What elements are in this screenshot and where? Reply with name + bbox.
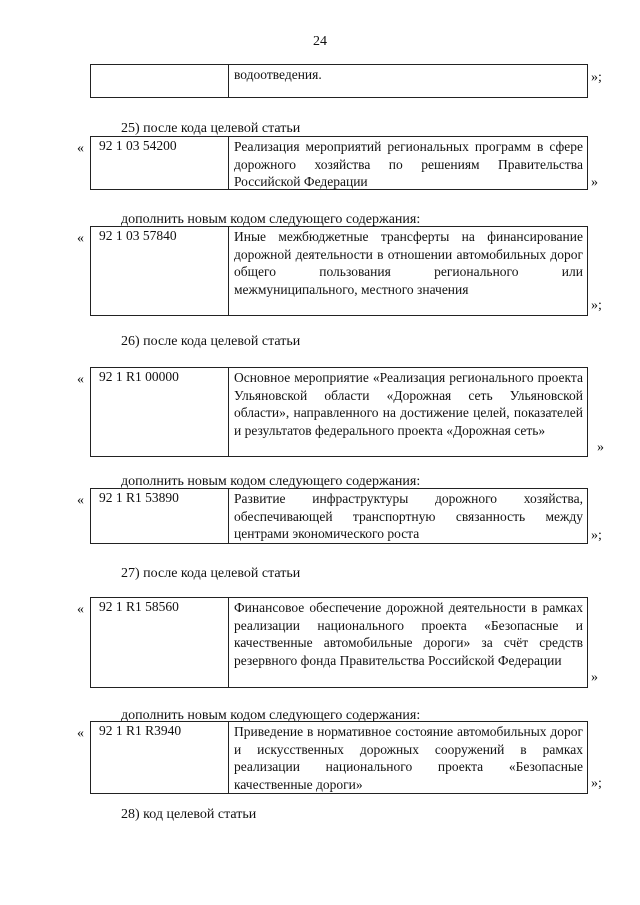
open-quote: «	[77, 602, 84, 617]
open-quote: «	[77, 372, 84, 387]
paragraph-add-code: дополнить новым кодом следующего содержания:	[121, 708, 421, 723]
code-cell: 92 1 R1 00000	[91, 368, 229, 456]
paragraph-item-26: 26) после кода целевой статьи	[121, 334, 301, 349]
close-quote: »;	[591, 528, 602, 543]
open-quote: «	[77, 231, 84, 246]
description-cell: Иные межбюджетные трансферты на финансирование дорожной деятельности в отношении автомобильных дорог общего пользования регионального или межмуниципального, местного значения	[234, 229, 583, 297]
paragraph-item-27: 27) после кода целевой статьи	[121, 566, 301, 581]
open-quote: «	[77, 493, 84, 508]
description-cell: Реализация мероприятий региональных программ в сфере дорожного хозяйства по решениям Правительства Российской Федерации	[234, 139, 583, 189]
description-cell: Финансовое обеспечение дорожной деятельности в рамках реализации национального проекта «Безопасные и качественные автомобильные дороги» за счёт средств резервного фонда Правительства Российской Федерации	[234, 600, 583, 668]
paragraph-add-code: дополнить новым кодом следующего содержания:	[121, 212, 421, 227]
code-cell: 92 1 03 54200	[91, 137, 229, 189]
code-cell: 92 1 R1 R3940	[91, 722, 229, 793]
description-cell: водоотведения.	[234, 67, 322, 82]
open-quote: «	[77, 726, 84, 741]
table-row	[90, 64, 588, 98]
table-row	[90, 367, 588, 457]
close-quote: »	[597, 440, 604, 455]
open-quote: «	[77, 141, 84, 156]
table-row	[90, 488, 588, 544]
close-quote: »;	[591, 776, 602, 791]
code-cell: 92 1 R1 53890	[91, 489, 229, 543]
description-cell: Основное мероприятие «Реализация регионального проекта Ульяновской области «Дорожная сеть Ульяновской области», направленного на достижение целей, показателей и результатов федерального проекта «Дорожная сеть»	[234, 370, 583, 438]
close-quote: »;	[591, 298, 602, 313]
paragraph-item-25: 25) после кода целевой статьи	[121, 121, 301, 136]
code-cell: 92 1 R1 58560	[91, 598, 229, 687]
page-number: 24	[313, 34, 327, 49]
close-quote: »	[591, 670, 598, 685]
paragraph-item-28: 28) код целевой статьи	[121, 807, 257, 822]
close-quote: »	[591, 175, 598, 190]
code-cell: 92 1 03 57840	[91, 227, 229, 315]
close-quote: »;	[591, 70, 602, 85]
description-cell: Развитие инфраструктуры дорожного хозяйства, обеспечивающей транспортную связанность между центрами экономического роста	[234, 491, 583, 541]
table-row	[90, 226, 588, 316]
table-row	[90, 721, 588, 794]
table-row	[90, 597, 588, 688]
paragraph-add-code: дополнить новым кодом следующего содержания:	[121, 474, 421, 489]
code-cell	[91, 65, 229, 97]
description-cell: Приведение в нормативное состояние автомобильных дорог и искусственных дорожных сооружений в рамках реализации национального проекта «Безопасные качественные дороги»	[234, 724, 583, 792]
table-row	[90, 136, 588, 190]
